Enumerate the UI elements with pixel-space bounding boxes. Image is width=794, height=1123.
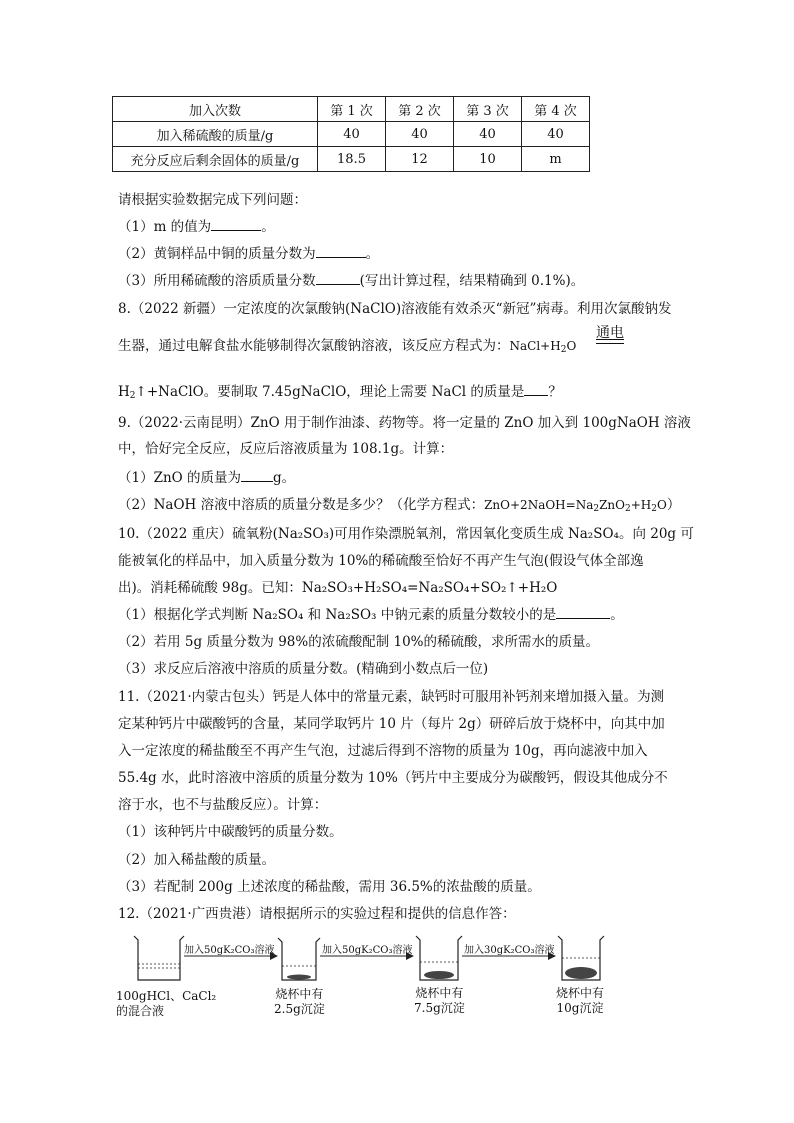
question-text: （2）黄铜样品中铜的质量分数为 bbox=[118, 246, 316, 262]
table-cell: 加入稀硫酸的质量/g bbox=[113, 122, 318, 147]
equation-text: NaCl+H bbox=[509, 339, 561, 353]
question-text: ） bbox=[666, 497, 681, 513]
answer-blank bbox=[524, 383, 548, 396]
equals-line-top bbox=[596, 339, 624, 340]
table-header-row bbox=[113, 97, 590, 122]
table-cell: 12 bbox=[386, 147, 454, 172]
question-text: (写出计算过程，结果精确到 0.1%)。 bbox=[359, 273, 585, 289]
answer-blank bbox=[316, 245, 366, 258]
question-text: 。 bbox=[261, 219, 275, 235]
table-cell: 40 bbox=[318, 122, 386, 147]
equation-text: ↑+NaClO bbox=[135, 384, 204, 400]
question-text: （1）根据化学式判断 Na₂SO₄ 和 Na₂SO₃ 中钠元素的质量分数较小的是 bbox=[118, 607, 557, 623]
table-header-cell: 加入次数 bbox=[113, 97, 318, 122]
beaker-caption bbox=[414, 986, 465, 1016]
table-cell: 充分反应后剩余固体的质量/g bbox=[113, 147, 318, 172]
problem-10-line-1: 10.（2022 重庆）硫氧粉(Na₂SO₃)可用作染漂脱氧剂，常因氧化变质生成 Na₂SO₄。向 20g 可 bbox=[118, 526, 694, 542]
problem-9-line-2: 中，恰好完全反应，反应后溶液质量为 108.1g。计算： bbox=[118, 441, 454, 457]
caption-line: 7.5g沉淀 bbox=[414, 1001, 465, 1015]
problem-text: 生器，通过电解食盐水能够制得次氯酸钠溶液，该反应方程式为： bbox=[118, 338, 510, 354]
answer-blank bbox=[211, 218, 261, 231]
problem-10-question-2: （2）若用 5g 质量分数为 98%的浓硫酸配制 10%的稀硫酸，求所需水的质量。 bbox=[118, 634, 599, 650]
beaker-caption bbox=[556, 986, 604, 1016]
problem-9-line-1: 9.（2022·云南昆明）ZnO 用于制作油漆、药物等。将一定量的 ZnO 加入到 100gNaOH 溶液 bbox=[118, 415, 691, 431]
problem-10-line-2: 能被氧化的样品中，加入质量分数为 10%的稀硫酸至恰好不再产生气泡(假设气体全部逸 bbox=[118, 553, 644, 569]
problem-10-question-3: （3）求反应后溶液中溶质的质量分数。(精确到小数点后一位) bbox=[118, 661, 489, 677]
problem-10-line-3: 出)。消耗稀硫酸 98g。已知：Na₂SO₃+H₂SO₄=Na₂SO₄+SO₂↑+H₂O bbox=[118, 580, 558, 596]
problem-11-line-5: 溶于水，也不与盐酸反应）。计算： bbox=[118, 797, 328, 813]
equation-text: +H bbox=[630, 498, 652, 512]
problem-8-line-3: $H_2↑+NaClO$。要制取 7.45gNaClO，理论上需要 NaCl 的质量是 ？ bbox=[118, 384, 562, 401]
table-header-cell: 第 3 次 bbox=[454, 97, 522, 122]
problem-11-question-2: （2）加入稀盐酸的质量。 bbox=[118, 852, 276, 868]
question-text: （1）m 的值为 bbox=[118, 219, 212, 235]
answer-blank bbox=[316, 272, 360, 285]
question-text: （2）NaOH 溶液中溶质的质量分数是多少？（化学方程式： bbox=[118, 497, 485, 513]
intro-text: 请根据实验数据完成下列问题： bbox=[118, 192, 307, 208]
table-row bbox=[113, 147, 590, 172]
table-cell: 40 bbox=[386, 122, 454, 147]
equals-line-bottom bbox=[596, 343, 624, 344]
table-row bbox=[113, 122, 590, 147]
problem-11-question-3: （3）若配制 200g 上述浓度的稀盐酸，需用 36.5%的浓盐酸的质量。 bbox=[118, 879, 541, 895]
equation-text: H bbox=[118, 384, 130, 400]
equation-text: ZnO+2NaOH=Na bbox=[484, 498, 594, 512]
problem-9-question-1 bbox=[118, 466, 295, 486]
question-text: 。 bbox=[365, 246, 380, 262]
problem-11-line-1: 11.（2021·内蒙古包头）钙是人体中的常量元素，缺钙时可服用补钙剂来增加摄入量。为测 bbox=[118, 689, 665, 705]
question-1 bbox=[118, 215, 275, 235]
problem-10-question-1 bbox=[118, 603, 624, 623]
beaker-caption bbox=[274, 987, 325, 1017]
question-2 bbox=[118, 242, 379, 262]
question-text: （3）所用稀硫酸的溶质质量分数 bbox=[118, 273, 316, 289]
table-cell: 40 bbox=[522, 122, 590, 147]
arrow-label: 加入50gK₂CO₃溶液 bbox=[184, 945, 275, 956]
caption-line: 烧杯中有 bbox=[415, 986, 464, 1000]
question-3 bbox=[118, 269, 584, 289]
question-text: （1）ZnO 的质量为 bbox=[118, 470, 242, 486]
equation-text: O bbox=[566, 339, 577, 353]
arrow-label: 加入50gK₂CO₃溶液 bbox=[322, 945, 413, 956]
problem-11-question-1: （1）该种钙片中碳酸钙的质量分数。 bbox=[118, 824, 343, 840]
caption-line: 10g沉淀 bbox=[556, 1001, 604, 1015]
answer-blank bbox=[556, 606, 610, 619]
table-cell: 10 bbox=[454, 147, 522, 172]
problem-8-line-1: 8.（2022 新疆）一定浓度的次氯酸钠(NaClO)溶液能有效杀灭“新冠”病毒。利用次氯酸钠发 bbox=[118, 301, 672, 317]
caption-line: 2.5g沉淀 bbox=[274, 1002, 325, 1016]
caption-line: 烧杯中有 bbox=[275, 987, 324, 1001]
data-table bbox=[112, 96, 590, 172]
beaker-caption bbox=[116, 989, 216, 1019]
problem-11-line-4: 55.4g 水，此时溶液中溶质的质量分数为 10%（钙片中主要成分为碳酸钙，假设其他成分不 bbox=[118, 770, 668, 786]
problem-11-line-2: 定某种钙片中碳酸钙的含量，某同学取钙片 10 片（每片 2g）研碎后放于烧杯中，向其中加 bbox=[118, 716, 665, 732]
problem-8-line-2: 生器，通过电解食盐水能够制得次氯酸钠溶液，该反应方程式为：$NaCl+H_2O$ bbox=[118, 338, 577, 355]
caption-line: 烧杯中有 bbox=[556, 986, 605, 1000]
problem-12-line-1: 12.（2021·广西贵港）请根据所示的实验过程和提供的信息作答： bbox=[118, 906, 516, 922]
table-header-cell: 第 4 次 bbox=[522, 97, 590, 122]
caption-line: 100gHCl、CaCl₂ bbox=[116, 989, 217, 1003]
table-cell: 40 bbox=[454, 122, 522, 147]
table-header-cell: 第 1 次 bbox=[318, 97, 386, 122]
question-text: 。 bbox=[610, 607, 624, 623]
problem-text: ？ bbox=[548, 384, 562, 400]
experiment-diagram bbox=[120, 928, 640, 988]
question-text: g。 bbox=[273, 470, 296, 486]
beaker-icon bbox=[134, 936, 184, 980]
answer-blank bbox=[241, 469, 273, 482]
beaker-icon bbox=[416, 936, 462, 980]
equation-text: O bbox=[657, 498, 667, 512]
table-cell: m bbox=[522, 147, 590, 172]
equation-text: ZnO bbox=[599, 498, 625, 512]
problem-9-question-2: （2）NaOH 溶液中溶质的质量分数是多少？（化学方程式：$ZnO+2NaOH=Na_2ZnO_2+H_2O$） bbox=[118, 497, 681, 514]
beaker-icon bbox=[558, 936, 604, 980]
caption-line: 的混合液 bbox=[116, 1004, 165, 1018]
beaker-icon bbox=[278, 938, 320, 980]
table-cell: 18.5 bbox=[318, 147, 386, 172]
problem-11-line-3: 入一定浓度的稀盐酸至不再产生气泡，过滤后得到不溶物的质量为 10g，再向滤液中加入 bbox=[118, 743, 648, 759]
table-header-cell: 第 2 次 bbox=[386, 97, 454, 122]
reaction-condition: 通电 bbox=[596, 325, 624, 341]
arrow-label: 加入30gK₂CO₃溶液 bbox=[464, 945, 555, 956]
problem-text: 。要制取 7.45gNaClO，理论上需要 NaCl 的质量是 bbox=[203, 384, 525, 400]
